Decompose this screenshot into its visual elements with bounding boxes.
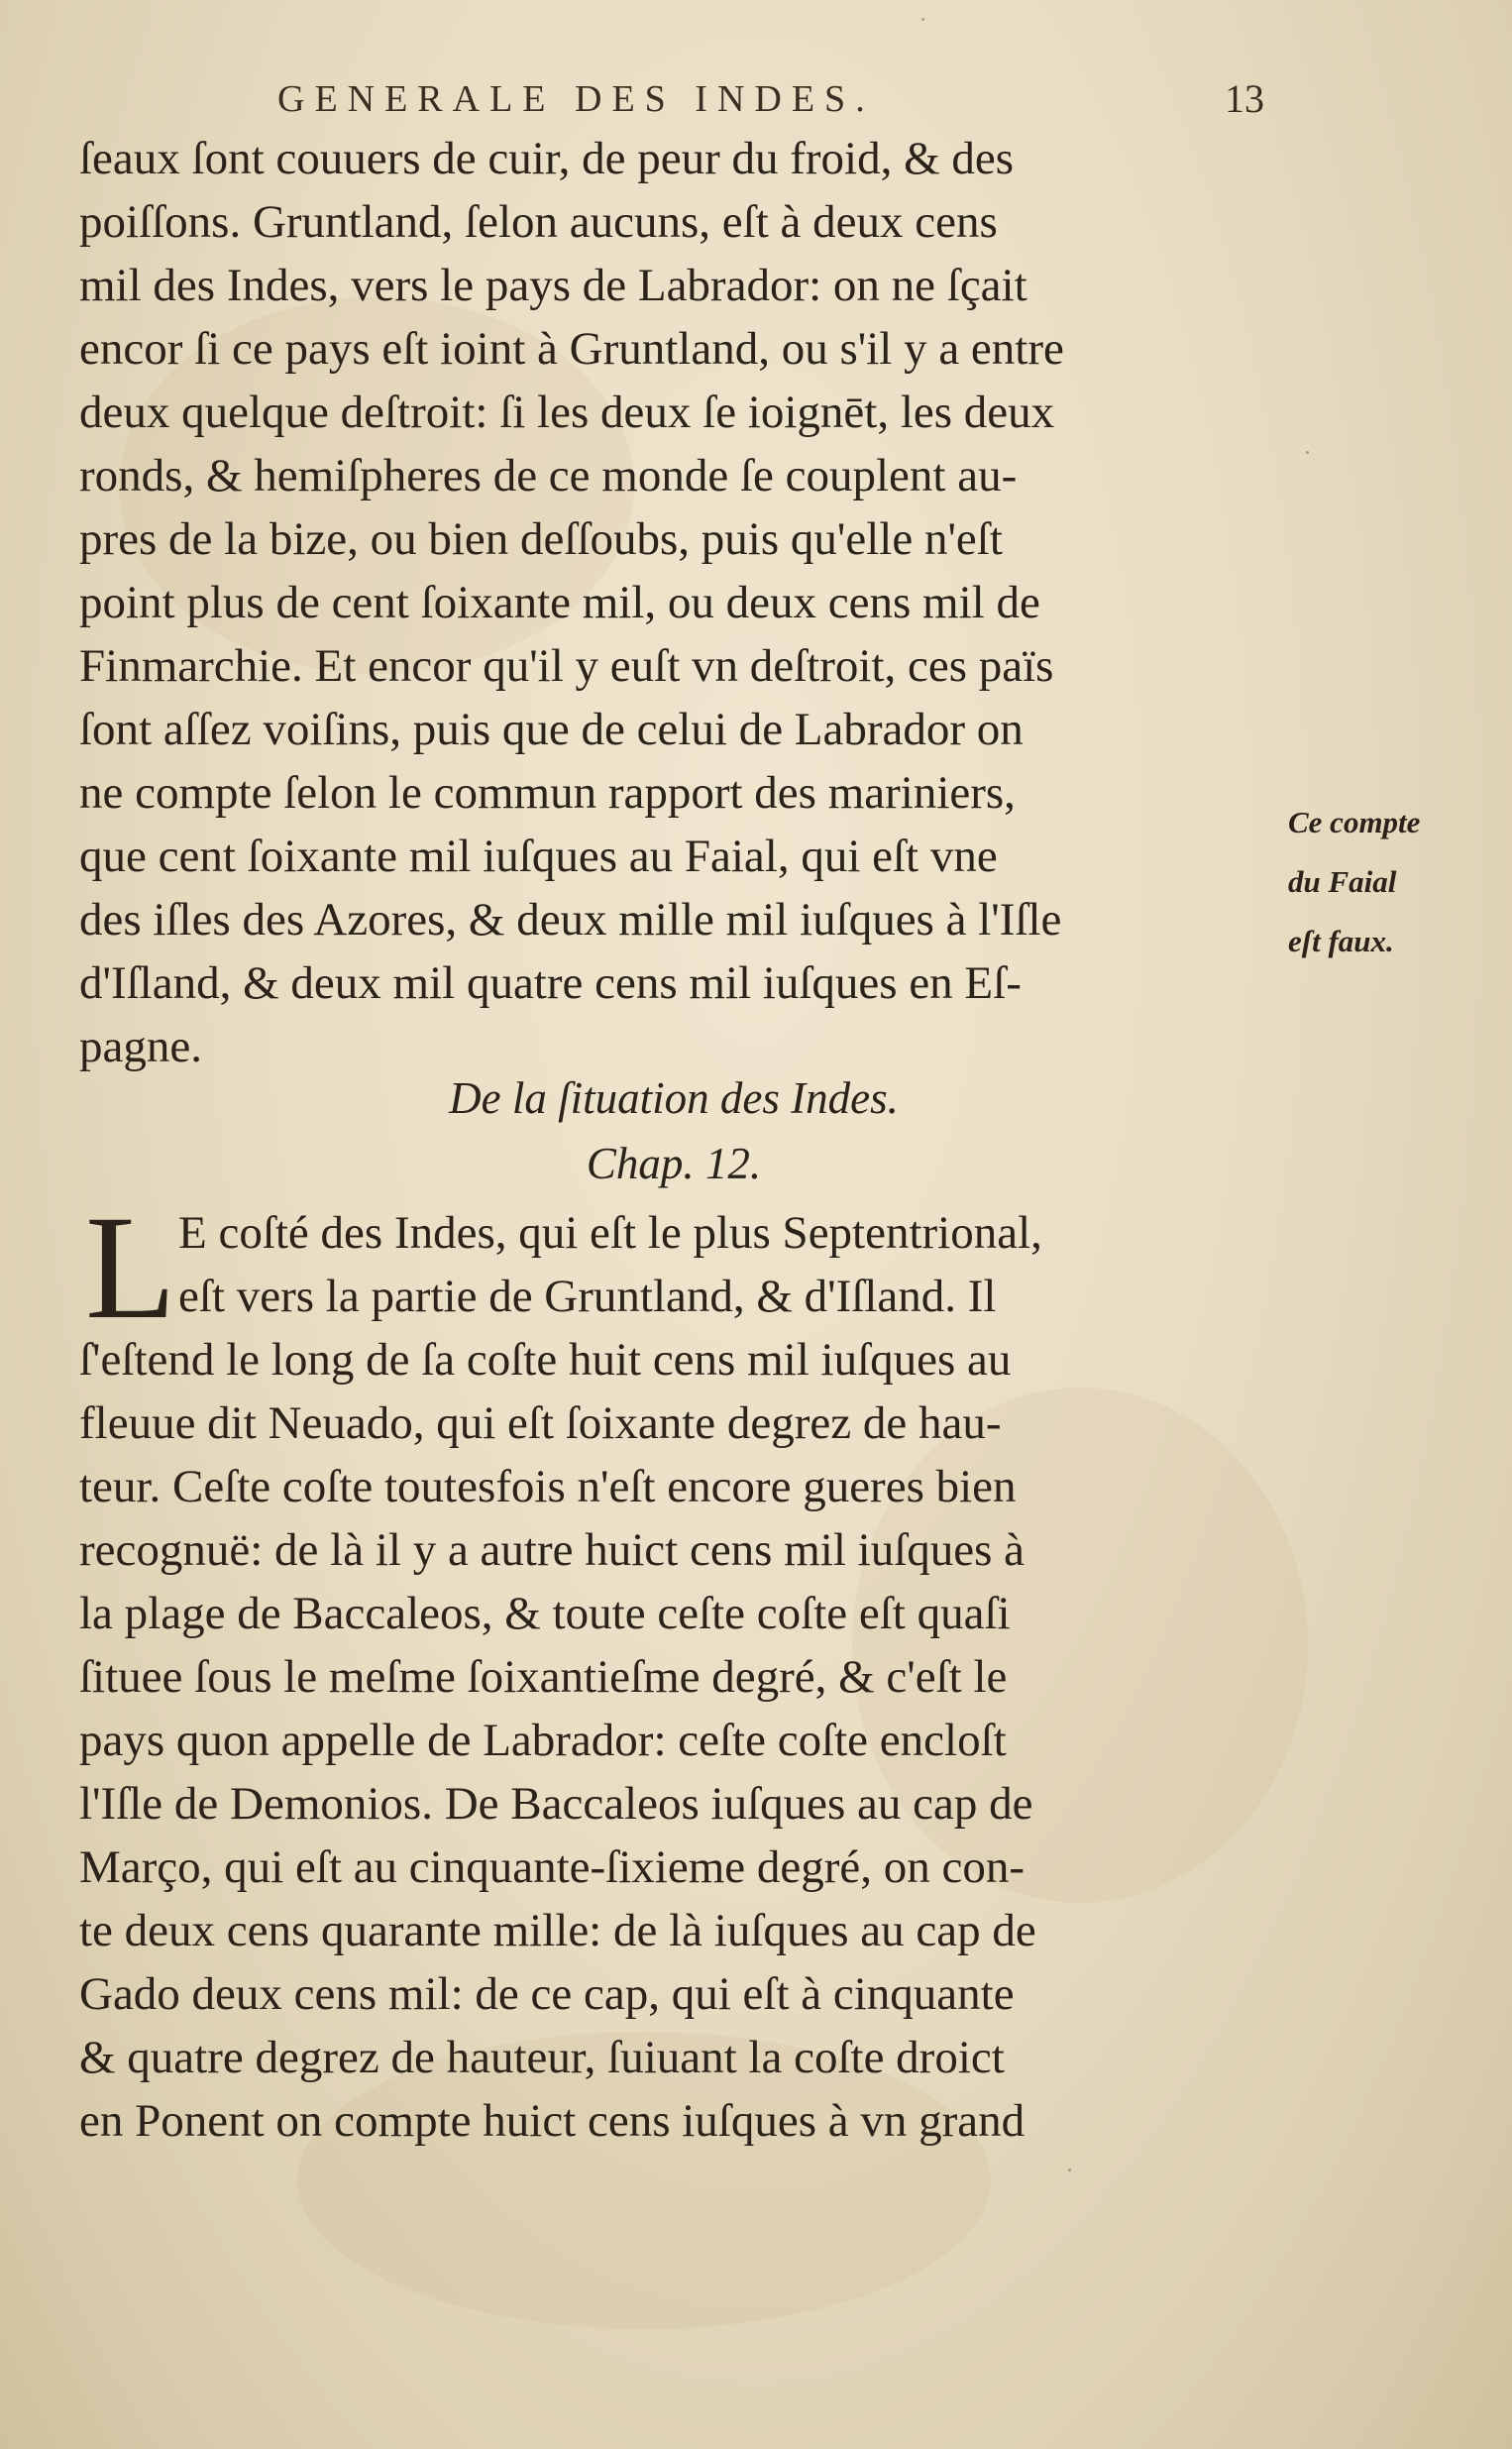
text-line: te deux cens quarante mille: de là iuſques au cap de [79, 1905, 1036, 1956]
chapter-number: Chap. 12. [586, 1139, 762, 1188]
text-line: l'Iſle de Demonios. De Baccaleos iuſques au cap de [79, 1778, 1033, 1830]
text-line: poiſſons. Gruntland, ſelon aucuns, eſt à deux cens [79, 196, 998, 248]
paper-speck [1068, 2169, 1071, 2171]
page-number: 13 [1225, 76, 1264, 121]
marginal-note-line: du Faial [1288, 864, 1397, 899]
text-line: ſeaux ſont couuers de cuir, de peur du froid, & des [79, 133, 1015, 184]
text-line: Gado deux cens mil: de ce cap, qui eſt à cinquante [79, 1968, 1015, 2020]
text-line: Março, qui eſt au cinquante-ſixieme degré, on con- [79, 1841, 1025, 1893]
text-line: teur. Ceſte coſte toutesfois n'eſt encore gueres bien [79, 1461, 1017, 1512]
chapter-title: De la ſituation des Indes. [449, 1073, 899, 1123]
text-line: ſont aſſez voiſins, puis que de celui de Labrador on [79, 704, 1024, 755]
text-line: des iſles des Azores, & deux mille mil iuſques à l'Iſle [79, 894, 1062, 946]
text-line: fleuue dit Neuado, qui eſt ſoixante degrez de hau- [79, 1397, 1002, 1449]
paper-speck [921, 18, 924, 21]
text-line: recognuë: de là il y a autre huict cens mil iuſques à [79, 1524, 1026, 1576]
text-line: encor ſi ce pays eſt ioint à Gruntland, ou s'il y a entre [79, 323, 1064, 375]
text-line: en Ponent on compte huict cens iuſques à vn grand [79, 2095, 1026, 2147]
text-line: pagne. [79, 1021, 202, 1072]
text-line: & quatre degrez de hauteur, ſuiuant la coſte droict [79, 2032, 1005, 2083]
text-line: mil des Indes, vers le pays de Labrador: on ne ſçait [79, 260, 1027, 311]
text-line: la plage de Baccaleos, & toute ceſte coſte eſt quaſi [79, 1588, 1011, 1639]
text-line: deux quelque deſtroit: ſi les deux ſe ioignēt, les deux [79, 387, 1055, 438]
text-line: eſt vers la partie de Gruntland, & d'Iſland. Il [178, 1271, 997, 1322]
marginal-note-line: Ce compte [1288, 805, 1421, 839]
text-line: ronds, & hemiſpheres de ce monde ſe couplent au- [79, 450, 1018, 501]
text-line: ſituee ſous le meſme ſoixantieſme degré, & c'eſt le [79, 1651, 1008, 1703]
text-line: ne compte ſelon le commun rapport des mariniers, [79, 767, 1016, 819]
text-line: pays quon appelle de Labrador: ceſte coſte encloſt [79, 1715, 1007, 1766]
drop-cap: L [85, 1185, 176, 1350]
chapter-paragraph [79, 1201, 1283, 2153]
text-line: E coſté des Indes, qui eſt le plus Septentrional, [178, 1207, 1042, 1259]
paper-speck [1306, 451, 1309, 454]
running-title: GENERALE DES INDES. [277, 78, 875, 120]
text-line: ſ'eſtend le long de ſa coſte huit cens mil iuſques au [79, 1334, 1012, 1386]
marginal-note-line: eſt faux. [1288, 924, 1394, 958]
marginal-note [1288, 793, 1506, 971]
paragraph-continued [79, 127, 1283, 1078]
text-line: pres de la bize, ou bien deſſoubs, puis qu'elle n'eſt [79, 513, 1003, 565]
text-line: d'Iſland, & deux mil quatre cens mil iuſques en Eſ- [79, 957, 1022, 1009]
text-line: Finmarchie. Et encor qu'il y euſt vn deſtroit, ces païs [79, 640, 1054, 692]
text-line: point plus de cent ſoixante mil, ou deux cens mil de [79, 577, 1040, 628]
text-line: que cent ſoixante mil iuſques au Faial, qui eſt vne [79, 831, 998, 882]
